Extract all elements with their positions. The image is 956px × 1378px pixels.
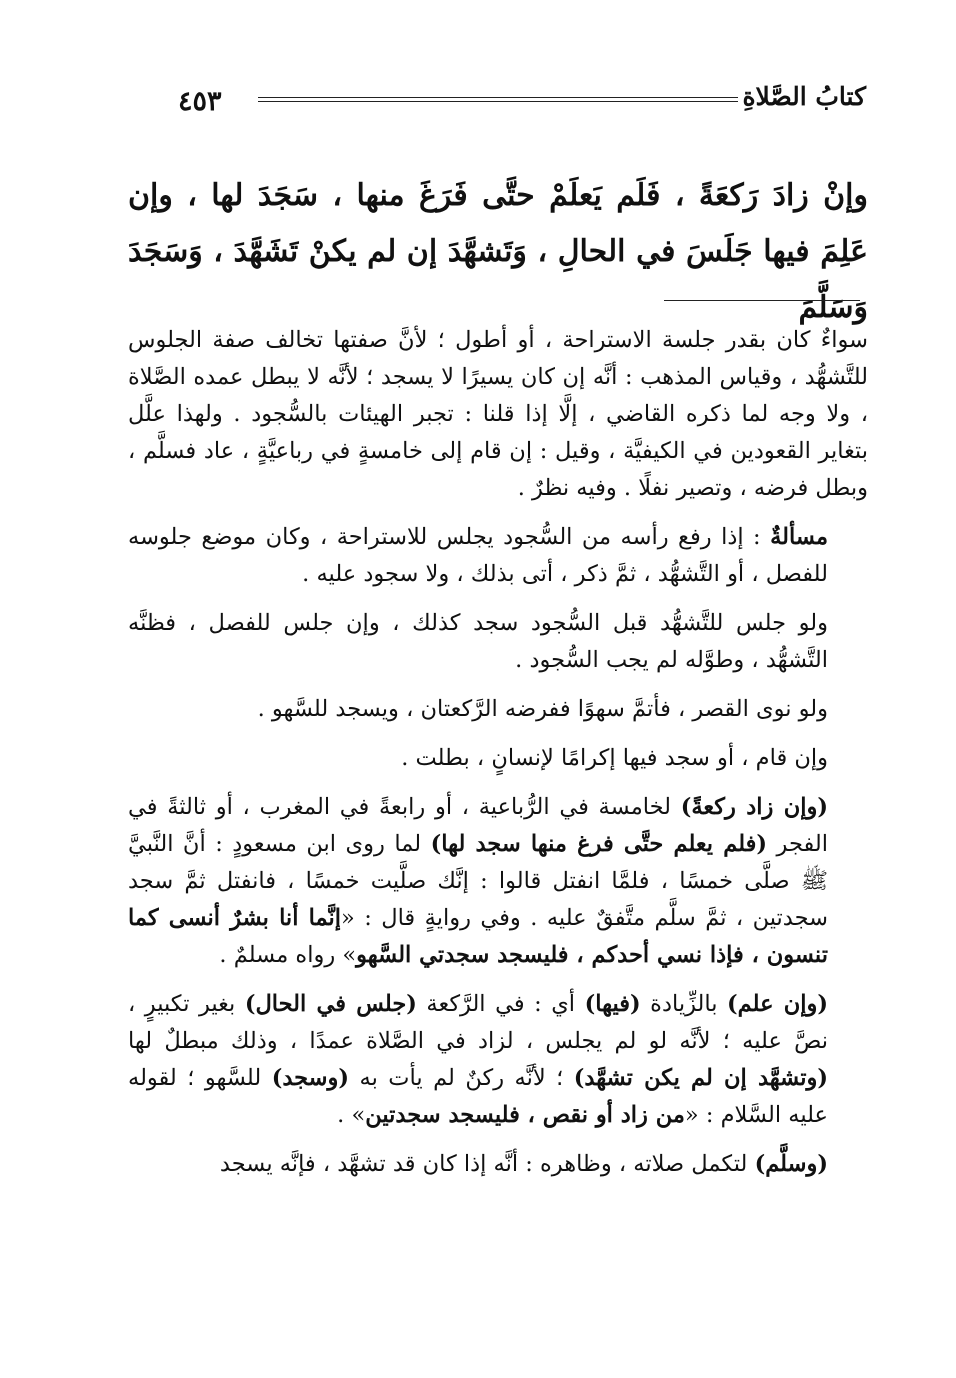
text-span: لتكمل صلاته ، وظاهره : أنَّه إذا كان قد تشهَّد ، فإنَّه يسجد [219, 1151, 755, 1177]
commentary-paragraph [128, 986, 868, 1134]
commentary-paragraph [128, 519, 868, 593]
bold-quote: (جلس في الحال) [244, 991, 417, 1017]
text-span: بغير تكبيرٍ ، نصَّ عليه ؛ لأنَّه لو لم يجلس ، لزاد في الصَّلاة عمدًا ، وذلك مبطلٌ لها [128, 991, 828, 1054]
commentary-paragraph: سواءٌ كان بقدر جلسة الاستراحة ، أو أطول ؛ لأنَّ صفتها تخالف صفة الجلوس للتَّشهُّد ، وقياس المذهب : أنَّه إن كان يسيرًا لا يسجد ؛ لأنَّه لا يبطل عمده الصَّلاة ، ولا وجه لما ذكره القاضي ، إلَّا إذا قلنا : تجبر الهيئات بالسُّجود . ولهذا علَّل بتغاير القعودين في الكيفيَّة ، وقيل : إن قام إلى خامسةٍ في رباعيَّةٍ ، عاد فسلَّم ، وبطل فرضه ، وتصير نفلًا . وفيه نظرٌ . [128, 327, 868, 501]
commentary-paragraph: وإن قام ، أو سجد فيها إكرامًا لإنسانٍ ، بطلت . [401, 745, 828, 771]
bold-quote: (وسجد) [271, 1065, 350, 1091]
bold-hadith: من زاد أو نقص ، فليسجد سجدتين [365, 1102, 685, 1128]
page-number: ٤٥٣ [178, 86, 222, 117]
text-span: لخامسة في الرُّباعية ، أو رابعةً في المغرب ، أو ثالثةً في الفجر [128, 794, 828, 857]
bold-quote: (وإن زاد ركعةً) [680, 794, 829, 820]
text-span: : إذا رفع رأسه من السُّجود يجلس للاستراحة ، وكان موضع جلوسه للفصل ، أو التَّشهُّد ، ثمَّ ذكر ، أتى بذلك ، ولا سجود عليه . [128, 524, 828, 587]
header-rule [258, 97, 738, 102]
text-span: بالزِّيادة [640, 991, 727, 1017]
commentary-paragraph [128, 1146, 868, 1183]
text-span: للسَّهو ؛ لقوله عليه السَّلام : « [128, 1065, 828, 1128]
commentary [128, 322, 868, 1195]
bold-quote: (وإن علم) [727, 991, 828, 1017]
bold-quote: (وتشهَّد إن لم يكن تشهَّد) [573, 1065, 828, 1091]
book-title: كتابُ الصَّلاةِ [742, 82, 866, 111]
commentary-paragraph [128, 789, 868, 974]
text-span: » . [337, 1102, 366, 1128]
page-header [150, 82, 866, 122]
bold-term: مسألةٌ [770, 524, 828, 550]
commentary-paragraph: ولو جلس للتَّشهُّد قبل السُّجود سجد كذلك ، وإن جلس للفصل ، فظنَّه التَّشهُّد ، وطوَّله لم يجب السُّجود . [128, 610, 828, 673]
bold-hadith: إنَّما أنا بشرٌ أنسى كما تنسون ، فإذا نسي أحدكم ، فليسجد سجدتي السَّهو [128, 905, 828, 968]
text-span: أي : في الرَّكعة [416, 991, 585, 1017]
main-text: وإنْ زادَ رَكعَةً ، فَلَم يَعلَمْ حتَّى فَرَغَ منها ، سَجَدَ لها ، وإن عَلِمَ فيها جَلَسَ في الحالِ ، وَتَشهَّدَ إن لم يكنْ تَشَهَّدَ ، وَسَجَدَ وَسَلَّمَ [128, 178, 868, 325]
text-span: ؛ لأنَّه ركنٌ لم يأت به [349, 1065, 574, 1091]
text-span: لما روى ابن مسعودٍ : أنَّ النَّبيَّ ﷺ صلَّى خمسًا ، فلمَّا انفتل قالوا : إنَّك صلَّيت خمسًا ، فانفتل ثمَّ سجد سجدتين ، ثمَّ سلَّم متَّفقٌ عليه . وفي روايةٍ قال : « [128, 831, 828, 931]
footnote-separator [664, 300, 860, 301]
bold-quote: (فيها) [584, 991, 641, 1017]
bold-quote: (وسلَّم) [754, 1151, 828, 1177]
bold-quote: (فلم يعلم حتَّى فرغ منها سجد لها) [430, 831, 768, 857]
text-span: » رواه مسلمٌ . [219, 942, 357, 968]
commentary-paragraph: ولو نوى القصر ، فأتمَّ سهوًا ففرضه الرَّكعتان ، ويسجد للسَّهو . [257, 696, 828, 722]
